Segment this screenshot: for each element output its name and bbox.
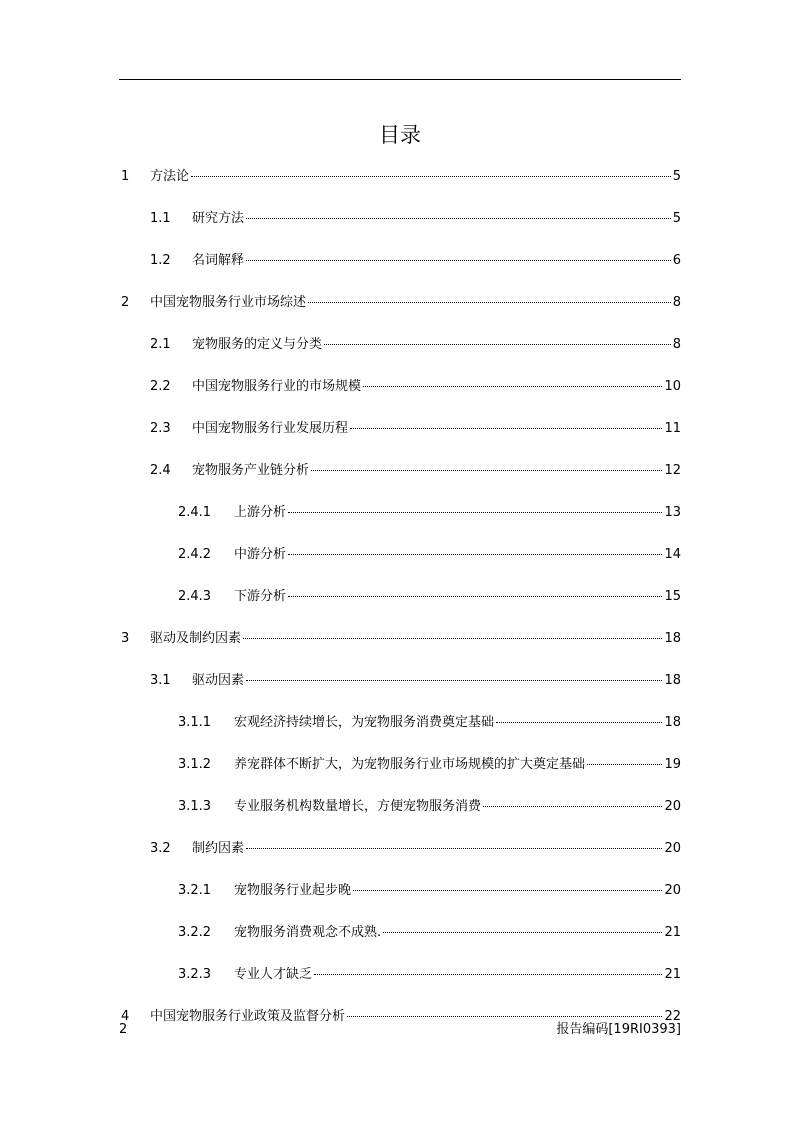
toc-entry-number: 4 [121, 1009, 130, 1024]
toc-entry[interactable] [0, 461, 800, 481]
toc-entry-label: 驱动因素 [192, 673, 245, 688]
toc-entry-label: 宠物服务的定义与分类 [192, 337, 323, 352]
toc-entry-page: 18 [664, 631, 681, 646]
toc-entry[interactable] [0, 545, 800, 565]
toc-dot-leader [243, 638, 662, 639]
toc-entry-number: 1.2 [150, 253, 171, 268]
toc-entry-label: 名词解释 [192, 253, 245, 268]
toc-entry-label: 中国宠物服务行业市场综述 [150, 295, 307, 310]
toc-entry-page: 8 [672, 337, 681, 352]
toc-entry-number: 3.1.3 [178, 799, 212, 814]
toc-entry-number: 3.2.1 [178, 883, 212, 898]
toc-entry-number: 3.2.3 [178, 967, 212, 982]
toc-entry-number: 3 [121, 631, 130, 646]
toc-dot-leader [288, 596, 662, 597]
footer-report-code: 报告编码[19RI0393] [556, 1022, 681, 1037]
toc-entry-label: 上游分析 [234, 505, 287, 520]
toc-entry-page: 11 [664, 421, 681, 436]
toc-entry-label: 方法论 [150, 169, 190, 184]
toc-entry-label: 中游分析 [234, 547, 287, 562]
toc-entry-number: 2 [121, 295, 130, 310]
toc-entry-page: 20 [664, 799, 681, 814]
toc-entry-label: 宠物服务行业起步晚 [234, 883, 352, 898]
toc-entry-label: 中国宠物服务行业的市场规模 [192, 379, 362, 394]
toc-dot-leader [353, 890, 662, 891]
toc-entry-page: 21 [664, 967, 681, 982]
toc-entry-label: 中国宠物服务行业发展历程 [192, 421, 349, 436]
toc-entry-number: 2.4.1 [178, 505, 212, 520]
toc-dot-leader [191, 176, 671, 177]
toc-entry[interactable] [0, 167, 800, 187]
header-rule [119, 79, 681, 80]
toc-entry[interactable] [0, 839, 800, 859]
toc-title: 目录 [379, 123, 421, 147]
toc-entry-page: 18 [664, 715, 681, 730]
toc-dot-leader [246, 848, 662, 849]
toc-dot-leader [383, 932, 662, 933]
toc-entry[interactable] [0, 377, 800, 397]
toc-entry-page: 5 [672, 169, 681, 184]
toc-entry[interactable] [0, 713, 800, 733]
toc-entry[interactable] [0, 629, 800, 649]
toc-entry-label: 中国宠物服务行业政策及监督分析 [150, 1009, 346, 1024]
toc-dot-leader [246, 218, 671, 219]
toc-entry-page: 15 [664, 589, 681, 604]
toc-entry[interactable] [0, 335, 800, 355]
toc-dot-leader [347, 1016, 662, 1017]
toc-entry[interactable] [0, 293, 800, 313]
footer-page-number: 2 [119, 1022, 128, 1037]
toc-entry[interactable] [0, 251, 800, 271]
toc-entry-page: 10 [664, 379, 681, 394]
toc-entry[interactable] [0, 797, 800, 817]
toc-dot-leader [314, 974, 662, 975]
toc-entry-page: 5 [672, 211, 681, 226]
toc-entry[interactable] [0, 503, 800, 523]
toc-dot-leader [246, 260, 671, 261]
toc-entry[interactable] [0, 671, 800, 691]
toc-entry-number: 3.2 [150, 841, 171, 856]
toc-entry-label: 宏观经济持续增长，为宠物服务消费奠定基础 [234, 715, 495, 730]
toc-entry-label: 专业人才缺乏 [234, 967, 313, 982]
toc-entry-number: 1 [121, 169, 130, 184]
toc-dot-leader [496, 722, 662, 723]
toc-entry[interactable] [0, 755, 800, 775]
toc-entry-page: 22 [664, 1009, 681, 1024]
toc-dot-leader [311, 470, 662, 471]
toc-dot-leader [587, 764, 662, 765]
toc-entry-label: 制约因素 [192, 841, 245, 856]
toc-dot-leader [308, 302, 671, 303]
toc-dot-leader [363, 386, 662, 387]
toc-entry-number: 3.1 [150, 673, 171, 688]
toc-dot-leader [350, 428, 662, 429]
toc-entry-label: 下游分析 [234, 589, 287, 604]
toc-entry-number: 2.1 [150, 337, 171, 352]
toc-entry-page: 18 [664, 673, 681, 688]
toc-entry-page: 13 [664, 505, 681, 520]
toc-entry-number: 3.2.2 [178, 925, 212, 940]
toc-entry-page: 20 [664, 883, 681, 898]
toc-dot-leader [288, 512, 662, 513]
toc-entry-number: 1.1 [150, 211, 171, 226]
toc-entry-label: 研究方法 [192, 211, 245, 226]
toc-entry-page: 14 [664, 547, 681, 562]
toc-entry-label: 宠物服务消费观念不成熟. [234, 925, 382, 940]
toc-entry[interactable] [0, 881, 800, 901]
toc-entry-page: 12 [664, 463, 681, 478]
toc-entry-number: 3.1.2 [178, 757, 212, 772]
toc-dot-leader [483, 806, 662, 807]
toc-entry-number: 3.1.1 [178, 715, 212, 730]
toc-entry[interactable] [0, 923, 800, 943]
toc-entry[interactable] [0, 419, 800, 439]
toc-entry-number: 2.2 [150, 379, 171, 394]
toc-entry-number: 2.4.3 [178, 589, 212, 604]
toc-entry-number: 2.4.2 [178, 547, 212, 562]
toc-entry-number: 2.3 [150, 421, 171, 436]
toc-entry-label: 专业服务机构数量增长，方便宠物服务消费 [234, 799, 482, 814]
toc-entry[interactable] [0, 587, 800, 607]
toc-entry-label: 宠物服务产业链分析 [192, 463, 310, 478]
toc-entry-number: 2.4 [150, 463, 171, 478]
toc-entry-label: 养宠群体不断扩大，为宠物服务行业市场规模的扩大奠定基础 [234, 757, 586, 772]
toc-entry-page: 19 [664, 757, 681, 772]
toc-entry[interactable] [0, 209, 800, 229]
toc-entry-page: 20 [664, 841, 681, 856]
toc-dot-leader [288, 554, 662, 555]
toc-dot-leader [324, 344, 671, 345]
toc-entry-page: 6 [672, 253, 681, 268]
toc-entry-page: 8 [672, 295, 681, 310]
toc-entry-label: 驱动及制约因素 [150, 631, 242, 646]
toc-entry[interactable] [0, 965, 800, 985]
toc-entry-page: 21 [664, 925, 681, 940]
toc-dot-leader [246, 680, 662, 681]
